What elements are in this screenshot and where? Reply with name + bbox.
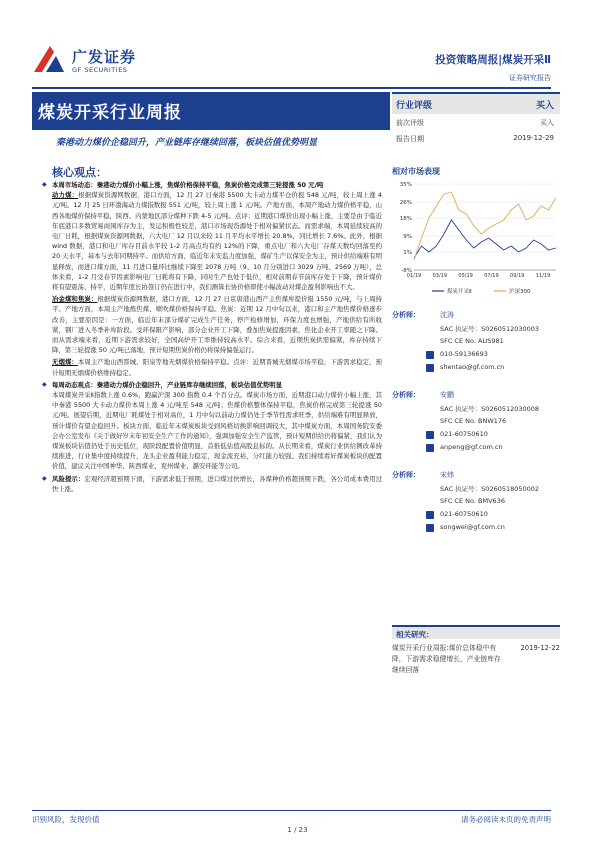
footer-divider bbox=[32, 810, 551, 811]
para-lead: 每周动态观点：秦港动力煤价企稳回升，产业链库存继续回落，板块估值优势明显 bbox=[52, 380, 283, 389]
logo-cn-text: 广发证券 bbox=[72, 48, 137, 66]
related-item[interactable] bbox=[392, 643, 560, 676]
para-risk bbox=[42, 474, 383, 494]
y-tick-label: 35% bbox=[399, 182, 412, 188]
analyst-phone: 010-59136693 bbox=[440, 350, 488, 358]
legend-label: 煤炭开采Ⅱ bbox=[447, 289, 472, 295]
x-tick-label: 11/19 bbox=[535, 273, 551, 279]
bullet-icon: ◆ bbox=[42, 474, 47, 482]
related-date: 2019-12-22 bbox=[520, 644, 560, 652]
rating-value: 买入 bbox=[535, 101, 554, 111]
report-date-value: 2019-12-29 bbox=[513, 134, 554, 142]
series-line-1 bbox=[414, 220, 556, 258]
x-tick-label: 05/19 bbox=[458, 273, 473, 279]
analyst-name: 安鹏 bbox=[440, 391, 454, 399]
analyst-email[interactable]: anpeng@gf.com.cn bbox=[440, 443, 503, 451]
y-tick-label: 18% bbox=[399, 216, 412, 222]
report-type-block bbox=[435, 52, 551, 83]
page-number: 1 / 23 bbox=[287, 826, 308, 834]
phone-icon bbox=[426, 351, 434, 359]
title-banner bbox=[32, 92, 390, 130]
related-research bbox=[392, 625, 560, 676]
phone-icon bbox=[426, 431, 434, 439]
prev-rating-row bbox=[392, 114, 560, 130]
analyst-role: 分析师： bbox=[392, 391, 420, 399]
analyst-sac: SAC 执证号：S0260512030003 bbox=[440, 325, 540, 333]
logo-en-text: GF SECURITIES bbox=[72, 66, 128, 74]
rating-box bbox=[392, 92, 560, 146]
report-date-row bbox=[392, 130, 560, 146]
email-icon bbox=[426, 524, 434, 532]
rating-header bbox=[392, 92, 560, 114]
x-tick-label: 03/19 bbox=[432, 273, 448, 279]
y-tick-label: 1% bbox=[403, 250, 412, 256]
para-sub-lead: 冶金煤和焦炭： bbox=[52, 295, 98, 304]
report-date-label: 报告日期 bbox=[396, 135, 424, 143]
legend-label: 沪深300 bbox=[509, 289, 531, 295]
para-text: 宏观经济超预期下滑，下游需求低于预期，进口煤过快增长，各煤种价格超预期下跌，各公司成本费用过快上涨。 bbox=[52, 474, 383, 493]
bullet-icon: ◆ bbox=[42, 181, 47, 188]
analyst-ce: SFC CE No. BNW176 bbox=[440, 417, 507, 425]
para-sub-lead: 无烟煤： bbox=[52, 358, 78, 367]
analyst-ce: SFC CE No. AUS981 bbox=[440, 337, 504, 345]
para-market-dynamics bbox=[42, 180, 382, 292]
analyst-name: 沈涛 bbox=[440, 311, 454, 319]
report-type: 投资策略周报|煤炭开采Ⅱ bbox=[435, 54, 551, 66]
analyst-block-3 bbox=[392, 470, 560, 570]
para-coking-coal bbox=[52, 294, 382, 355]
para-weekly-view bbox=[42, 380, 382, 472]
para-text: 根据煤炭资源网数据，港口方面，12 月 27 日秦港 5500 大卡动力煤平仓价报 548 元/吨，较上周上涨 4 元/吨。12 月 25 日环渤海动力煤指数报 551 元/吨，较上周上涨 1 元/吨。产地方面，本周产地动力煤价格平稳，山西各地煤价保持平稳，陕西、内蒙地区部分煤种下跌 4-5 元/吨。点评：近期港口煤价出现小幅上涨，主要是由于临近年底港口多数贸易商囤库存为主，发运积极性较差，港口市场现货源处于相对偏紧状态。而需求端，本周延续较高的电厂日耗，根据煤炭资源网数据，六大电厂 12 月以来较 11 月平均水平增长 20.8%，同比增长 7.6%。此外，根据 wind 数据，港口和电厂库存目前水平较 1-2 月高点均有约 12%的下降，重点电厂和六大电厂存煤天数均回落至约 20 天水平，基本与去年同期持平。而供给方面，临近年末安监力度加强，煤矿生产以保安全为主，预计供给端难有明显释放，而进口煤方面，11 月进口量环比继续下降至 2078 万吨（9、10 月分别进口 3029 万吨、2569 万吨），总体来看，1-2 月受春节因素影响电厂日耗将有下降，同时生产也处于低位，相对前期春节前库存处于下降，预计煤价将有望震荡、持平，近期年度长协签订仍在进行中，我们测算长协价格即使小幅波动对煤企盈利影响也不大。 bbox=[52, 191, 382, 292]
analyst-phone: 021-60750610 bbox=[440, 510, 488, 518]
email-icon bbox=[426, 364, 434, 372]
analyst-sac: SAC 执证号：S0260512030008 bbox=[440, 405, 540, 413]
report-category: 证券研究报告 bbox=[509, 74, 551, 82]
para-text: 根据煤炭资源网数据，港口方面，12 月 27 日京唐港山西产主焦煤库提价报 1550 元/吨，与上周持平。产地方面，本周主产地炼焦煤、喷吹煤价格保持平稳。焦炭：近期 12 月中旬以来，港口和主产地焦煤价格逐步改善，主要原因是：一方面，临近年末部分煤矿完成生产任务，停产检修增加，环保力度也增强，产地供给有所收紧，钢厂进入冬季补库阶段。受环保限产影响，部分企业开工下降，叠加焦炭提涨因素，焦化企业开工率随之下降。而从需求端来看，近期下游需求较好，全国高炉开工率维持较高水平。综合来看，近期焦炭供需偏紧，库存持续下降，第三轮提涨 50 元/吨已落地，预计短期焦炭价格仍将保持偏强运行。 bbox=[52, 295, 383, 355]
analyst-phone: 021-60750610 bbox=[440, 430, 488, 438]
analyst-role: 分析师： bbox=[392, 311, 420, 319]
footer-slogan: 识别风险，发现价值 bbox=[32, 815, 100, 824]
page-title: 煤炭开采行业周报 bbox=[38, 103, 182, 123]
analyst-sac: SAC 执证号：S0260518050002 bbox=[440, 485, 540, 493]
related-text: 煤炭开采行业周报:煤价总体稳中有降，下游需求稳健增长，产业链库存继续回落 bbox=[392, 644, 501, 674]
chart-title: 相对市场表现 bbox=[392, 167, 440, 176]
relative-performance-chart bbox=[392, 178, 560, 303]
para-lead: 风险提示： bbox=[52, 474, 85, 483]
rating-label: 行业评级 bbox=[396, 101, 433, 111]
para-sub-lead: 动力煤： bbox=[52, 191, 79, 200]
x-tick-label: 07/19 bbox=[484, 273, 499, 279]
gf-logo-mark-icon bbox=[32, 44, 66, 74]
para-lead: 本周市场动态：秦港动力煤价小幅上涨，焦煤价格保持平稳，焦炭价格完成第三轮提涨 50 元/吨 bbox=[52, 181, 324, 189]
para-anthracite bbox=[52, 357, 382, 377]
footer-disclaimer-note: 请务必阅读末页的免责声明 bbox=[461, 815, 551, 824]
prev-rating-label: 前次评级 bbox=[396, 119, 424, 127]
analyst-name: 宋炜 bbox=[440, 471, 454, 479]
prev-rating-value: 买入 bbox=[540, 119, 554, 127]
gf-logo bbox=[32, 44, 162, 80]
y-tick-label: -8% bbox=[401, 268, 412, 274]
main-body bbox=[42, 180, 383, 496]
core-views-title: 核心观点： bbox=[52, 166, 107, 179]
related-title: 相关研究： bbox=[392, 625, 560, 639]
page-subtitle: 秦港动力煤价企稳回升，产业链库存继续回落，板块估值优势明显 bbox=[56, 138, 318, 148]
analyst-ce: SFC CE No. BMV636 bbox=[440, 497, 505, 505]
para-text: 本周主产地山西晋城、阳泉等地无烟煤价格保持平稳。点评：近期晋城无烟煤市场平稳，下游需求稳定，预计短期无烟煤价格维持稳定。 bbox=[52, 358, 382, 377]
email-icon bbox=[426, 444, 434, 452]
y-tick-label: 26% bbox=[399, 200, 412, 206]
y-tick-label: 9% bbox=[403, 234, 412, 240]
analyst-email[interactable]: shentao@gf.com.cn bbox=[440, 363, 505, 371]
bullet-icon: ◆ bbox=[42, 380, 47, 388]
x-tick-label: 01/19 bbox=[406, 273, 422, 279]
analyst-role: 分析师： bbox=[392, 471, 420, 479]
analyst-email[interactable]: songwei@gf.com.cn bbox=[440, 523, 505, 531]
header-divider bbox=[32, 87, 551, 89]
para-text: 本周煤炭开采Ⅱ指数上涨 0.6%，跑赢沪深 300 指数 0.4 个百分点。煤炭市场方面，近期港口动力煤价小幅上涨，其中秦港 5500 大卡动力煤价本周上涨 4 元/吨至 548 元/吨；焦煤价格整体保持平稳，焦炭价格完成第三轮提涨 50 元/吨。展望后期，近期电厂耗煤处于相对高位，1 月中旬以前动力煤仍处于季节性需求旺季，供给端难有明显释放，预计煤价有望企稳回升。板块方面，临近年末煤炭板块受到风格切换影响回调较大，其中煤炭方面，本周国务院安委会办公室发布《关于做好岁末年初安全生产工作的通知》，强调加强安全生产监管，预计短期供给仍将偏紧，我们认为煤炭板块估值仍处于历史低位，现阶段配置价值明显，首推低估值高股息标的。从长期来看，煤炭行业供给侧改革持续推进，行业集中度持续提升，龙头企业盈利能力稳定，现金流充裕，分红能力较强。我们持续看好煤炭板块的配置价值，建议关注中国神华、陕西煤业、兖州煤业、潞安环能等公司。 bbox=[52, 391, 382, 471]
x-tick-label: 09/19 bbox=[510, 273, 525, 279]
phone-icon bbox=[426, 511, 434, 519]
